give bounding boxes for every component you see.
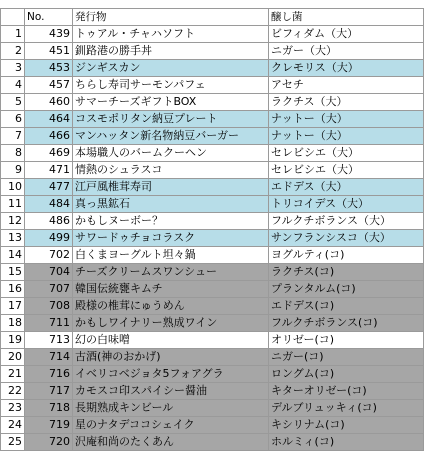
cell-publication[interactable]: 星のナタデココシェイク	[73, 417, 269, 434]
cell-bacteria[interactable]: トリコイデス（大）	[269, 196, 424, 213]
cell-no[interactable]: 708	[25, 298, 73, 315]
cell-no[interactable]: 702	[25, 247, 73, 264]
cell-no[interactable]: 466	[25, 128, 73, 145]
cell-bacteria[interactable]: ナットー（大）	[269, 111, 424, 128]
cell-no[interactable]: 716	[25, 366, 73, 383]
cell-publication[interactable]: ジンギスカン	[73, 60, 269, 77]
table-row	[1, 332, 424, 349]
table-row	[1, 213, 424, 230]
table-row	[1, 400, 424, 417]
table-row	[1, 94, 424, 111]
cell-bacteria[interactable]: デルブリュッキィ(コ)	[269, 400, 424, 417]
cell-publication[interactable]: 韓国伝統甕キムチ	[73, 281, 269, 298]
table-row	[1, 230, 424, 247]
cell-no[interactable]: 451	[25, 43, 73, 60]
cell-bacteria[interactable]: エドデス（大）	[269, 179, 424, 196]
cell-publication[interactable]: 釧路港の勝手丼	[73, 43, 269, 60]
table-row	[1, 111, 424, 128]
header-no[interactable]: No.	[25, 9, 73, 26]
cell-bacteria[interactable]: フルクチボランス(コ)	[269, 315, 424, 332]
cell-bacteria[interactable]: セレビシエ（大）	[269, 162, 424, 179]
table-row	[1, 60, 424, 77]
row-number[interactable]: 11	[1, 196, 25, 213]
cell-no[interactable]: 717	[25, 383, 73, 400]
cell-bacteria[interactable]: ラクチス（大）	[269, 94, 424, 111]
cell-bacteria[interactable]: ロングム(コ)	[269, 366, 424, 383]
table-row	[1, 281, 424, 298]
cell-bacteria[interactable]: フルクチボランス（大）	[269, 213, 424, 230]
row-number[interactable]: 22	[1, 383, 25, 400]
cell-no[interactable]: 707	[25, 281, 73, 298]
table-row	[1, 179, 424, 196]
table-row	[1, 349, 424, 366]
row-number[interactable]: 19	[1, 332, 25, 349]
cell-publication[interactable]: イベリコベジョタ5フォアグラ	[73, 366, 269, 383]
row-number[interactable]: 5	[1, 94, 25, 111]
cell-bacteria[interactable]: アセチ	[269, 77, 424, 94]
cell-no[interactable]: 720	[25, 434, 73, 451]
table-row	[1, 26, 424, 43]
cell-publication[interactable]: トゥアル・チャハソフト	[73, 26, 269, 43]
cell-bacteria[interactable]: ナットー（大）	[269, 128, 424, 145]
cell-no[interactable]: 486	[25, 213, 73, 230]
cell-publication[interactable]: マンハッタン新名物納豆バーガー	[73, 128, 269, 145]
cell-bacteria[interactable]: ヨグルティ(コ)	[269, 247, 424, 264]
cell-no[interactable]: 499	[25, 230, 73, 247]
row-number[interactable]: 4	[1, 77, 25, 94]
cell-bacteria[interactable]: ビフィダム（大）	[269, 26, 424, 43]
cell-bacteria[interactable]: サンフランシスコ（大）	[269, 230, 424, 247]
data-table	[0, 8, 424, 451]
cell-no[interactable]: 711	[25, 315, 73, 332]
cell-publication[interactable]: 沢庵和尚のたくあん	[73, 434, 269, 451]
table-row	[1, 315, 424, 332]
cell-no[interactable]: 469	[25, 145, 73, 162]
cell-publication[interactable]: かもしワイナリー熟成ワイン	[73, 315, 269, 332]
table-row	[1, 196, 424, 213]
cell-bacteria[interactable]: ラクチス(コ)	[269, 264, 424, 281]
cell-no[interactable]: 477	[25, 179, 73, 196]
header-row	[1, 9, 424, 26]
cell-bacteria[interactable]: ニガー（大）	[269, 43, 424, 60]
row-number[interactable]: 3	[1, 60, 25, 77]
row-number[interactable]: 23	[1, 400, 25, 417]
row-number[interactable]: 9	[1, 162, 25, 179]
row-number[interactable]: 10	[1, 179, 25, 196]
cell-publication[interactable]: 江戸風椎茸寿司	[73, 179, 269, 196]
cell-no[interactable]: 718	[25, 400, 73, 417]
cell-publication[interactable]: 古酒(神のおかげ)	[73, 349, 269, 366]
cell-publication[interactable]: 真っ黒鉱石	[73, 196, 269, 213]
cell-publication[interactable]: サマーチーズギフトBOX	[73, 94, 269, 111]
row-number[interactable]: 1	[1, 26, 25, 43]
row-number[interactable]: 12	[1, 213, 25, 230]
cell-no[interactable]: 704	[25, 264, 73, 281]
cell-publication[interactable]: チーズクリームスワンシュー	[73, 264, 269, 281]
table-row	[1, 264, 424, 281]
table-row	[1, 77, 424, 94]
cell-publication[interactable]: 白くまヨーグルト坦々鍋	[73, 247, 269, 264]
row-number[interactable]: 6	[1, 111, 25, 128]
row-number[interactable]: 18	[1, 315, 25, 332]
table-row	[1, 298, 424, 315]
row-number[interactable]: 2	[1, 43, 25, 60]
row-number[interactable]: 17	[1, 298, 25, 315]
row-number[interactable]: 7	[1, 128, 25, 145]
corner-cell[interactable]	[1, 9, 25, 26]
table-row	[1, 383, 424, 400]
table-row	[1, 128, 424, 145]
row-number[interactable]: 15	[1, 264, 25, 281]
cell-publication[interactable]: 殿様の椎茸にゅうめん	[73, 298, 269, 315]
cell-no[interactable]: 714	[25, 349, 73, 366]
cell-publication[interactable]: ちらし寿司サーモンパフェ	[73, 77, 269, 94]
cell-bacteria[interactable]: クレモリス（大）	[269, 60, 424, 77]
cell-bacteria[interactable]: キシリナム(コ)	[269, 417, 424, 434]
cell-publication[interactable]: 本場職人のバームクーヘン	[73, 145, 269, 162]
cell-no[interactable]: 457	[25, 77, 73, 94]
row-number[interactable]: 21	[1, 366, 25, 383]
cell-no[interactable]: 439	[25, 26, 73, 43]
cell-no[interactable]: 719	[25, 417, 73, 434]
row-number[interactable]: 20	[1, 349, 25, 366]
table-row	[1, 366, 424, 383]
cell-publication[interactable]: カモスコ印スパイシー醤油	[73, 383, 269, 400]
cell-publication[interactable]: かもしヌーボー？	[73, 213, 269, 230]
cell-no[interactable]: 460	[25, 94, 73, 111]
cell-no[interactable]: 453	[25, 60, 73, 77]
row-number[interactable]: 16	[1, 281, 25, 298]
cell-bacteria[interactable]: オリゼー(コ)	[269, 332, 424, 349]
cell-bacteria[interactable]: エドデス(コ)	[269, 298, 424, 315]
cell-bacteria[interactable]: セレビシエ（大）	[269, 145, 424, 162]
cell-bacteria[interactable]: ホルミィ(コ)	[269, 434, 424, 451]
table-row	[1, 247, 424, 264]
cell-no[interactable]: 471	[25, 162, 73, 179]
cell-publication[interactable]: サワードゥチョコラスク	[73, 230, 269, 247]
cell-bacteria[interactable]: キターオリゼー(コ)	[269, 383, 424, 400]
header-bacteria[interactable]: 醸し菌	[269, 9, 424, 26]
row-number[interactable]: 14	[1, 247, 25, 264]
row-number[interactable]: 8	[1, 145, 25, 162]
cell-publication[interactable]: 長期熟成キンビール	[73, 400, 269, 417]
cell-publication[interactable]: コスモポリタン納豆プレート	[73, 111, 269, 128]
row-number[interactable]: 13	[1, 230, 25, 247]
table-row	[1, 434, 424, 451]
cell-bacteria[interactable]: プランタルム(コ)	[269, 281, 424, 298]
row-number[interactable]: 24	[1, 417, 25, 434]
cell-no[interactable]: 484	[25, 196, 73, 213]
header-publication[interactable]: 発行物	[73, 9, 269, 26]
table-row	[1, 43, 424, 60]
cell-publication[interactable]: 幻の白味噌	[73, 332, 269, 349]
row-number[interactable]: 25	[1, 434, 25, 451]
table-row	[1, 145, 424, 162]
cell-bacteria[interactable]: ニガー(コ)	[269, 349, 424, 366]
table-row	[1, 162, 424, 179]
cell-no[interactable]: 464	[25, 111, 73, 128]
cell-no[interactable]: 713	[25, 332, 73, 349]
cell-publication[interactable]: 情熱のシュラスコ	[73, 162, 269, 179]
table-row	[1, 417, 424, 434]
